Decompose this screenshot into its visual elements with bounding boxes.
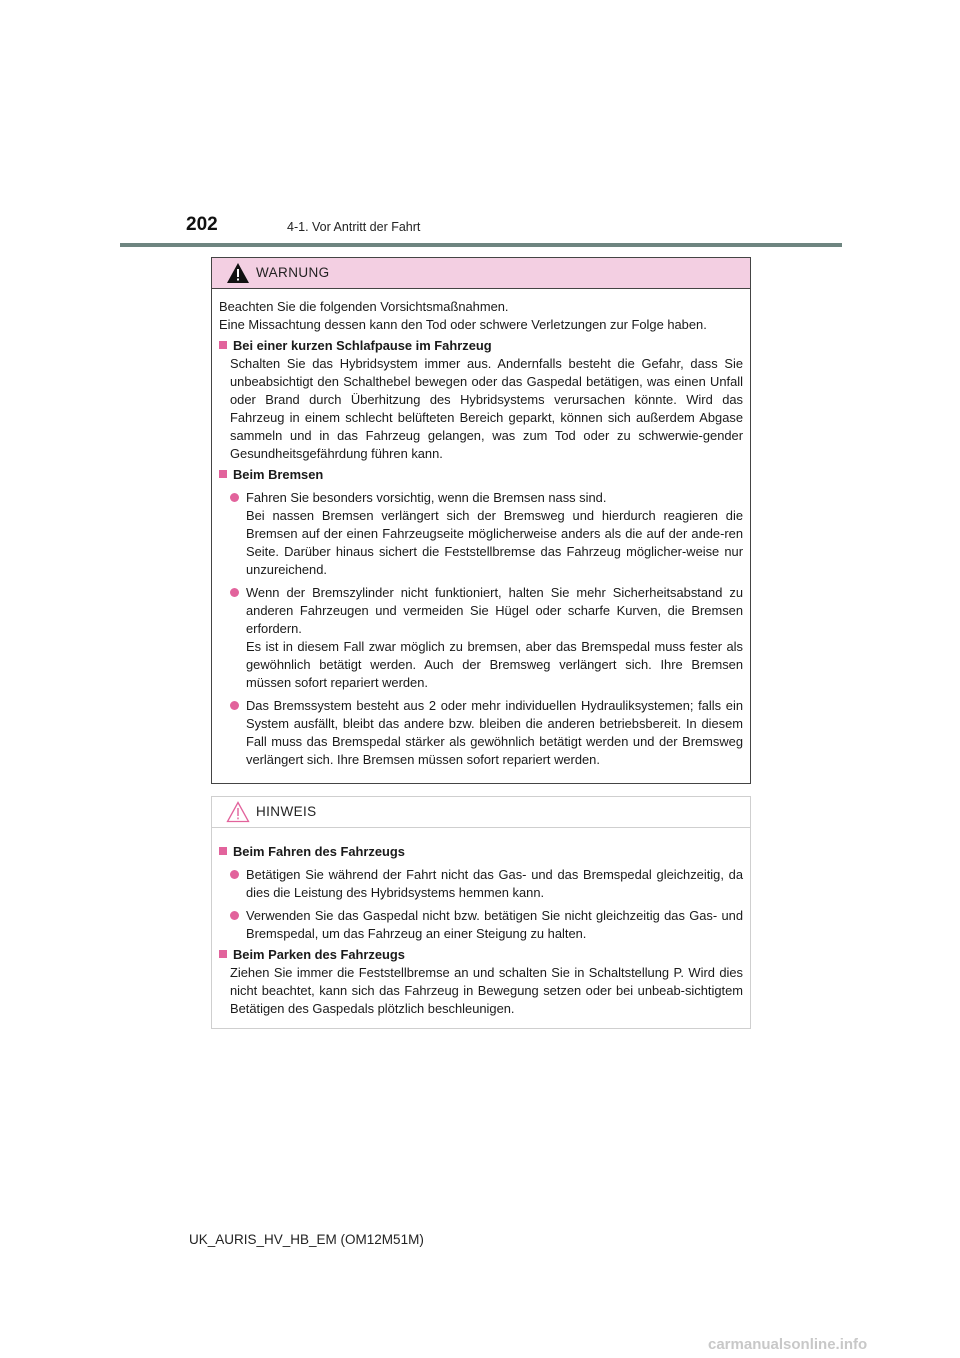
notice-bullet [219, 907, 743, 943]
warning-body [212, 289, 750, 769]
notice-section-heading: Beim Parken des Fahrzeugs [219, 946, 743, 964]
warning-header [212, 258, 750, 289]
bullet-text: Es ist in diesem Fall zwar möglich zu bremsen, aber das Bremspedal muss fester als gewöhnlich betätigt werden. Auch der Bremsweg verlängert sich. Ihre Bremsen müssen sofort repariert werden. [246, 639, 743, 690]
circle-bullet-icon [230, 701, 239, 710]
header-rule [120, 243, 842, 247]
page-header [186, 214, 786, 244]
notice-header [212, 797, 750, 828]
warning-triangle-icon [226, 262, 250, 284]
warning-section-heading: Beim Bremsen [219, 466, 743, 484]
notice-section2-text: Ziehen Sie immer die Feststellbremse an und schalten Sie in Schaltstellung P. Wird dies nicht beachtet, kann sich das Fahrzeug in Bewegung setzen oder bei unbeab-sichtigtem Betätigen des Gaspedals plötzlich beschleunigen. [230, 965, 743, 1016]
notice-title: HINWEIS [256, 804, 317, 819]
warning-box [211, 257, 751, 784]
square-bullet-icon [219, 847, 227, 855]
bullet-text: Verwenden Sie das Gaspedal nicht bzw. betätigen Sie nicht gleichzeitig das Gas- und Bremspedal, um das Fahrzeug an einer Steigung zu halten. [246, 908, 743, 941]
notice-section-heading: Beim Fahren des Fahrzeugs [219, 843, 743, 861]
bullet-text: Wenn der Bremszylinder nicht funktioniert, halten Sie mehr Sicherheitsabstand zu anderen Fahrzeugen und vermeiden Sie Hügel oder scharfe Kurven, die Bremsen erfordern. [246, 585, 743, 636]
warning-bullet [219, 584, 743, 692]
warning-intro-line1: Beachten Sie die folgenden Vorsichtsmaßnahmen. [219, 299, 509, 314]
warning-bullet [219, 697, 743, 769]
warning-intro-line2: Eine Missachtung dessen kann den Tod oder schwere Verletzungen zur Folge haben. [219, 317, 707, 332]
square-bullet-icon [219, 470, 227, 478]
notice-body [212, 828, 750, 1018]
notice-bullet [219, 866, 743, 902]
circle-bullet-icon [230, 911, 239, 920]
warning-title: WARNUNG [256, 265, 330, 280]
bullet-text: Bei nassen Bremsen verlängert sich der Bremsweg und hierdurch reagieren die Bremsen auf der einen Fahrzeugseite möglicherweise anders als die auf der ande-ren Seite. Darüber hinaus sichert die Feststellbremse das Fahrzeug möglicher-weise nur unzureichend. [246, 508, 743, 577]
bullet-text: Das Bremssystem besteht aus 2 oder mehr individuellen Hydrauliksystemen; falls ein System ausfällt, bleibt das andere bzw. bleiben die anderen betriebsbereit. In diesem Fall muss das Bremspedal stärker als gewöhnlich betätigt werden und der Bremsweg verlängert sich. Ihre Bremsen müssen sofort repariert werden. [246, 698, 743, 767]
circle-bullet-icon [230, 588, 239, 597]
warning-bullet [219, 489, 743, 579]
circle-bullet-icon [230, 493, 239, 502]
document-code: UK_AURIS_HV_HB_EM (OM12M51M) [189, 1232, 424, 1247]
warning-section1-text: Schalten Sie das Hybridsystem immer aus. Andernfalls besteht die Gefahr, dass Sie unbeabsichtigt den Schalthebel bewegen oder das Gaspedal betätigen, was einen Unfall oder Brand durch Überhitzung des Hybridsystems verursachen könnte. Wird das Fahrzeug in einem schlecht belüfteten Bereich geparkt, können sich außerdem Abgase sammeln und in das Fahrzeug gelangen, was zum Tod oder zu schwerwie-gender Gesundheitsgefährdung führen kann. [230, 356, 743, 461]
bullet-text: Betätigen Sie während der Fahrt nicht das Gas- und das Bremspedal gleichzeitig, da dies die Leistung des Hybridsystems hemmen kann. [246, 867, 743, 900]
caution-triangle-outline-icon [226, 801, 250, 823]
section-title: 4-1. Vor Antritt der Fahrt [287, 220, 421, 234]
warning-section-heading: Bei einer kurzen Schlafpause im Fahrzeug [219, 337, 743, 355]
bullet-text: Fahren Sie besonders vorsichtig, wenn die Bremsen nass sind. [246, 490, 607, 505]
notice-box [211, 796, 751, 1029]
square-bullet-icon [219, 950, 227, 958]
watermark: carmanualsonline.info [708, 1336, 868, 1353]
square-bullet-icon [219, 341, 227, 349]
circle-bullet-icon [230, 870, 239, 879]
page-number: 202 [186, 214, 218, 235]
